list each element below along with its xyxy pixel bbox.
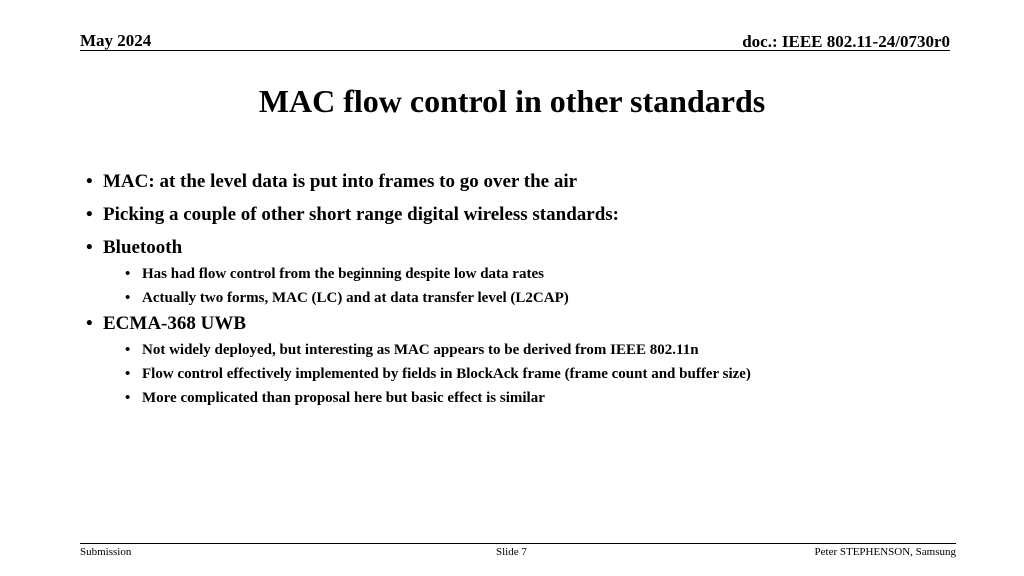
sub-bullet-dot-icon: • (125, 266, 131, 282)
sub-bullet-text: Flow control effectively implemented by fields in BlockAck frame (frame count and buffer size) (142, 366, 751, 382)
header-doc-id: doc.: IEEE 802.11-24/0730r0 (742, 32, 950, 51)
sub-bullet-text: Actually two forms, MAC (LC) and at data transfer level (L2CAP) (142, 290, 569, 306)
sub-bullet-item (103, 288, 966, 308)
bullet-text: Bluetooth (103, 237, 183, 258)
sub-bullet-text: Not widely deployed, but interesting as MAC appears to be derived from IEEE 802.11n (142, 342, 699, 358)
sub-bullet-dot-icon: • (125, 366, 131, 382)
sub-bullet-item (103, 388, 966, 408)
footer-slide-number: Slide 7 (496, 546, 527, 558)
bullet-item (86, 236, 966, 308)
bullet-dot-icon: • (86, 204, 93, 225)
sub-bullet-text: More complicated than proposal here but basic effect is similar (142, 390, 545, 406)
sub-bullet-list (103, 340, 966, 408)
bullet-text: ECMA-368 UWB (103, 313, 247, 334)
bullet-text: Picking a couple of other short range digital wireless standards: (103, 204, 619, 225)
bullet-item (86, 312, 966, 408)
footer-submission: Submission (80, 546, 132, 558)
sub-bullet-dot-icon: • (125, 342, 131, 358)
slide-title: MAC flow control in other standards (258, 83, 766, 119)
header-divider (80, 50, 950, 51)
sub-bullet-dot-icon: • (125, 290, 131, 306)
bullet-text: MAC: at the level data is put into frames to go over the air (103, 171, 578, 192)
bullet-item (86, 170, 966, 194)
sub-bullet-text: Has had flow control from the beginning despite low data rates (142, 266, 544, 282)
footer-author: Peter STEPHENSON, Samsung (814, 546, 956, 558)
sub-bullet-item (103, 340, 966, 360)
bullet-dot-icon: • (86, 237, 93, 258)
footer-divider (80, 543, 956, 544)
sub-bullet-item (103, 364, 966, 384)
sub-bullet-list (103, 264, 966, 308)
bullet-item (86, 203, 966, 227)
bullet-list (86, 170, 966, 412)
sub-bullet-dot-icon: • (125, 390, 131, 406)
header-date: May 2024 (80, 31, 152, 50)
sub-bullet-item (103, 264, 966, 284)
bullet-dot-icon: • (86, 313, 93, 334)
bullet-dot-icon: • (86, 171, 93, 192)
